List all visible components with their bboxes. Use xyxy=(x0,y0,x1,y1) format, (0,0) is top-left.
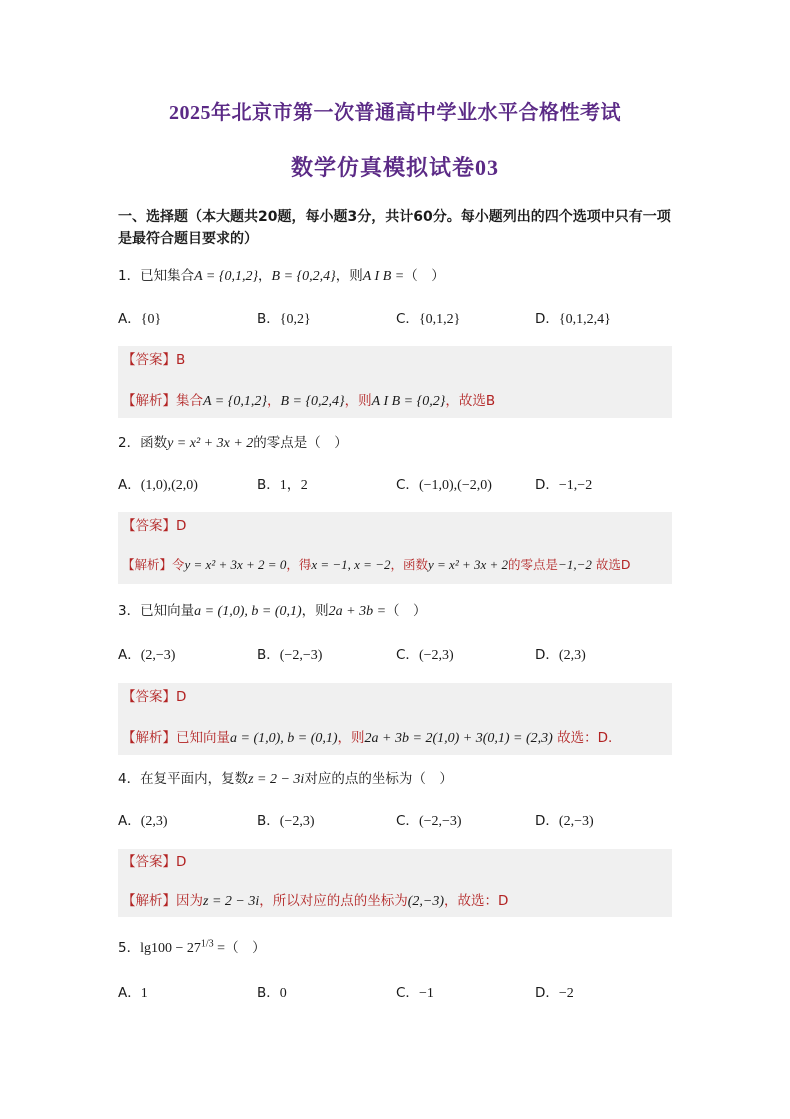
question-2-stem: 2．函数y = x² + 3x + 2的零点是（ ） xyxy=(118,435,348,451)
question-5-option-a: A．1 xyxy=(118,985,148,1001)
question-3-option-d: D．(2,3) xyxy=(535,647,586,663)
question-2-option-b: B．1，2 xyxy=(257,477,308,493)
question-4-option-b: B．(−2,3) xyxy=(257,813,315,829)
question-5-option-d: D．−2 xyxy=(535,985,574,1001)
question-2-answer: 【答案】D xyxy=(122,518,187,534)
question-1-option-b: B．{0,2} xyxy=(257,311,311,327)
question-2-option-d: D．−1,−2 xyxy=(535,477,593,493)
section-heading: 一、选择题（本大题共20题，每小题3分，共计60分。每小题列出的四个选项中只有一项是最符合题目要求的） xyxy=(118,209,671,247)
question-5-option-b: B．0 xyxy=(257,985,287,1001)
question-5-option-c: C．−1 xyxy=(396,985,434,1001)
question-1-option-c: C．{0,1,2} xyxy=(396,311,461,327)
question-1-stem: 1．已知集合A = {0,1,2}，B = {0,2,4}，则A I B =（ ） xyxy=(118,268,445,284)
exam-subtitle: 数学仿真模拟试卷03 xyxy=(290,155,499,180)
exam-title: 2025年北京市第一次普通高中学业水平合格性考试 xyxy=(169,102,621,124)
question-5-stem: 5．$\lg 100 - 27^{1/3}$ =（ ） xyxy=(118,938,266,956)
question-4-option-c: C．(−2,−3) xyxy=(396,813,462,829)
question-2-explanation: 【解析】令y = x² + 3x + 2 = 0，得x = −1, x = −2，函数y = x² + 3x + 2的零点是−1,−2 故选D xyxy=(122,557,631,572)
question-1-option-a: A．{0} xyxy=(118,311,162,327)
question-1-answer: 【答案】B xyxy=(122,352,186,368)
question-1-explanation: 【解析】集合A = {0,1,2}，B = {0,2,4}，则A I B = {0,2}，故选B xyxy=(122,393,496,409)
question-4-answer: 【答案】D xyxy=(122,854,187,870)
question-3-stem: 3．已知向量a = (1,0), b = (0,1)，则2a + 3b =（ ） xyxy=(118,603,427,619)
question-4-explanation: 【解析】因为z = 2 − 3i，所以对应的点的坐标为(2,−3)，故选：D xyxy=(122,893,509,909)
question-3-option-c: C．(−2,3) xyxy=(396,647,454,663)
question-3-option-a: A．(2,−3) xyxy=(118,647,176,663)
question-3-answer: 【答案】D xyxy=(122,689,187,705)
question-2-answer-box xyxy=(118,512,672,584)
question-3-option-b: B．(−2,−3) xyxy=(257,647,323,663)
question-3-explanation: 【解析】已知向量a = (1,0), b = (0,1)，则2a + 3b = 2(1,0) + 3(0,1) = (2,3) 故选：D. xyxy=(122,730,613,746)
question-4-option-a: A．(2,3) xyxy=(118,813,168,829)
question-2-option-a: A．(1,0),(2,0) xyxy=(118,477,198,493)
question-2-option-c: C．(−1,0),(−2,0) xyxy=(396,477,492,493)
question-1-option-d: D．{0,1,2,4} xyxy=(535,311,611,327)
question-4-stem: 4．在复平面内，复数z = 2 − 3i对应的点的坐标为（ ） xyxy=(118,771,453,787)
question-4-option-d: D．(2,−3) xyxy=(535,813,594,829)
